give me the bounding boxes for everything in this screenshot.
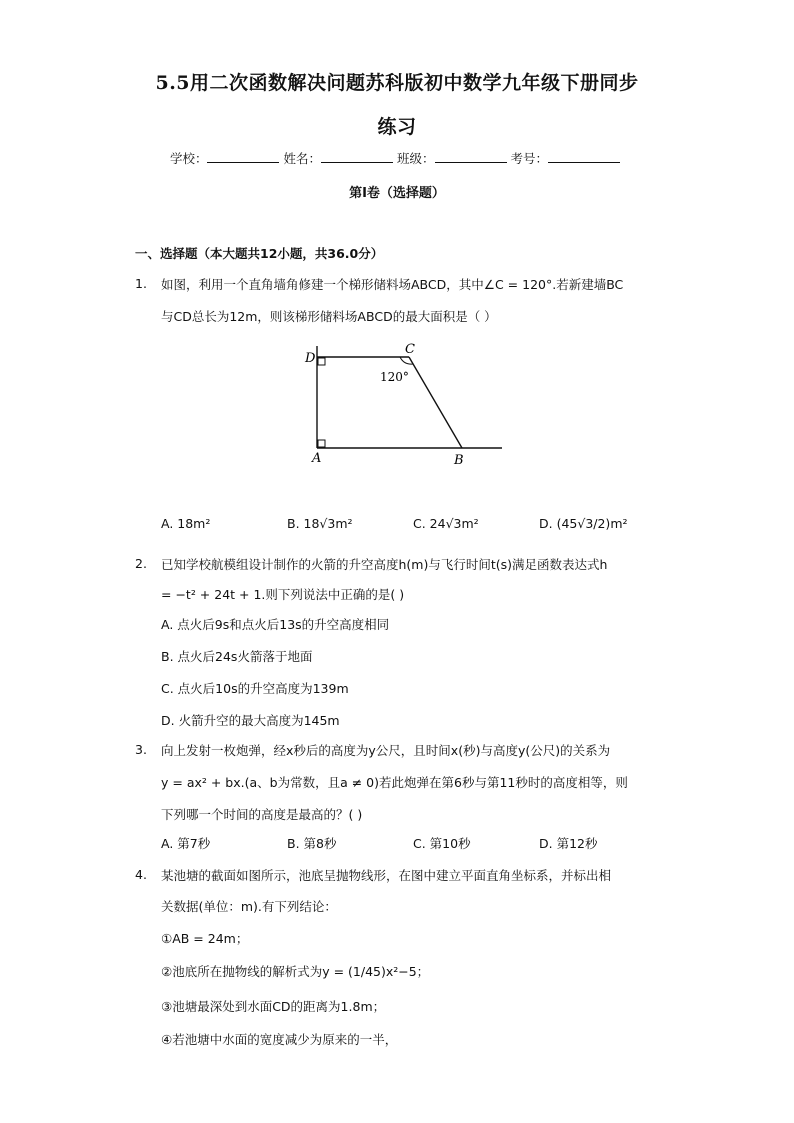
question-3-line2: y = ax² + bx.(a、b为常数，且a ≠ 0)若此炮弹在第6秒与第11秒时的高度相等，则 xyxy=(161,775,628,790)
right-angle-d xyxy=(318,358,325,365)
question-1-line1: 如图，利用一个直角墙角修建一个梯形储料场ABCD，其中∠C = 120°.若新建墙BC xyxy=(161,277,624,292)
question-2-line2: = −t² + 24t + 1.则下列说法中正确的是( ) xyxy=(161,587,405,602)
number-label: 考号： xyxy=(510,151,549,166)
label-c: C xyxy=(405,342,415,357)
q1-option-a[interactable]: A. 18m² xyxy=(161,516,211,531)
q4-statement-4: ④若池塘中水面的宽度减少为原来的一半， xyxy=(161,1032,398,1047)
q2-option-c[interactable]: C. 点火后10s的升空高度为139m xyxy=(161,681,349,696)
name-label: 姓名： xyxy=(283,151,321,166)
q4-statement-3: ③池塘最深处到水面CD的距离为1.8m； xyxy=(161,999,386,1014)
student-info-row xyxy=(0,149,794,167)
question-2-number: 2. xyxy=(135,556,147,571)
q3-option-c[interactable]: C. 第10秒 xyxy=(413,836,471,851)
question-1-number: 1. xyxy=(135,276,147,291)
question-2-line1: 已知学校航模组设计制作的火箭的升空高度h(m)与飞行时间t(s)满足函数表达式h xyxy=(161,557,608,572)
q1-option-b[interactable]: B. 18√3m² xyxy=(287,516,353,531)
school-blank xyxy=(207,150,279,163)
q4-statement-2: ②池底所在抛物线的解析式为y = (1/45)x²−5； xyxy=(161,964,430,979)
volume-heading: 第I卷（选择题） xyxy=(349,186,445,201)
right-angle-a xyxy=(318,440,325,447)
q3-option-a[interactable]: A. 第7秒 xyxy=(161,836,211,851)
number-blank xyxy=(548,150,620,163)
question-4-line2: 关数据(单位：m).有下列结论： xyxy=(161,899,337,914)
q1-option-d[interactable]: D. (45√3/2)m² xyxy=(539,516,628,531)
class-label: 班级： xyxy=(397,151,435,166)
trapezoid-figure xyxy=(300,338,510,468)
question-1-line2: 与CD总长为12m，则该梯形储料场ABCD的最大面积是（ ） xyxy=(161,309,497,324)
q2-option-b[interactable]: B. 点火后24s火箭落于地面 xyxy=(161,649,313,664)
q2-option-d[interactable]: D. 火箭升空的最大高度为145m xyxy=(161,713,340,728)
class-blank xyxy=(435,150,507,163)
q3-option-d[interactable]: D. 第12秒 xyxy=(539,836,598,851)
question-3-line1: 向上发射一枚炮弹，经x秒后的高度为y公尺，且时间x(秒)与高度y(公尺)的关系为 xyxy=(161,743,611,758)
q4-statement-1: ①AB = 24m； xyxy=(161,931,249,946)
doc-title-line2: 练习 xyxy=(377,116,417,138)
question-3-number: 3. xyxy=(135,742,147,757)
label-b: B xyxy=(454,453,464,468)
angle-120-label: 120° xyxy=(380,370,409,384)
question-4-number: 4. xyxy=(135,867,147,882)
name-blank xyxy=(321,150,393,163)
section-heading: 一、选择题（本大题共12小题，共36.0分） xyxy=(135,246,384,261)
q1-option-c[interactable]: C. 24√3m² xyxy=(413,516,479,531)
q2-option-a[interactable]: A. 点火后9s和点火后13s的升空高度相同 xyxy=(161,617,390,632)
school-label: 学校： xyxy=(169,151,208,166)
label-a: A xyxy=(312,451,322,466)
question-3-line3: 下列哪一个时间的高度是最高的？( ) xyxy=(161,807,363,822)
question-4-line1: 某池塘的截面如图所示，池底呈抛物线形，在图中建立平面直角坐标系，并标出相 xyxy=(161,868,612,883)
doc-title-line1: 5.5用二次函数解决问题苏科版初中数学九年级下册同步 xyxy=(155,72,639,94)
wall-bc xyxy=(409,357,462,448)
q3-option-b[interactable]: B. 第8秒 xyxy=(287,836,337,851)
label-d: D xyxy=(305,351,316,366)
